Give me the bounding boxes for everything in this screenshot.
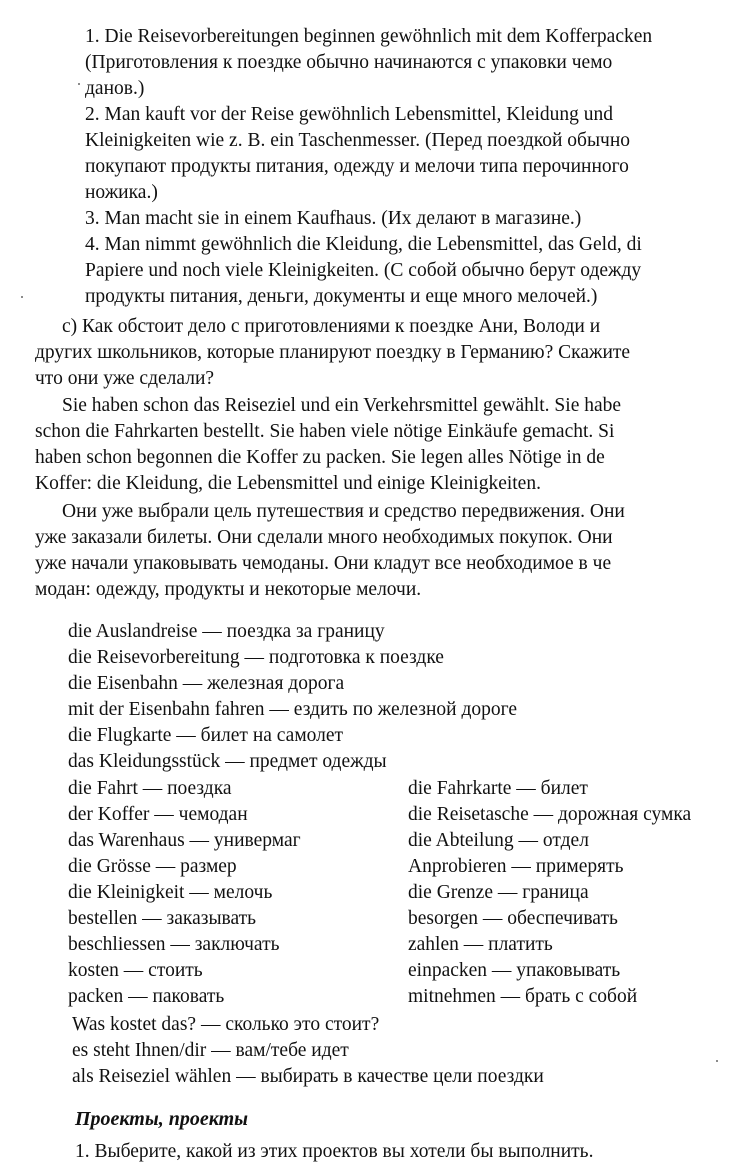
paragraph-line: уже начали упаковывать чемоданы. Они кладут все необходимое в че [35,553,612,574]
vocab-entry: das Kleidungsstück — предмет одежды [68,751,387,772]
vocab-entry: Anprobieren — примерять [408,856,624,877]
list-line: данов.) [85,78,145,99]
list-line: (Приготовления к поездке обычно начинаются с упаковки чемо [85,52,613,73]
list-line: продукты питания, деньги, документы и еще много мелочей.) [85,286,598,307]
list-line: покупают продукты питания, одежду и мелочи типа перочинного [85,156,629,177]
vocab-entry: die Fahrkarte — билет [408,778,588,799]
vocab-entry: die Eisenbahn — железная дорога [68,673,345,694]
vocab-entry: die Grenze — граница [408,882,589,903]
vocab-entry: bestellen — заказывать [68,908,257,929]
vocab-entry: zahlen — платить [408,934,553,955]
paragraph-line: haben schon begonnen die Koffer zu packen. Sie legen alles Nötige in de [35,447,605,468]
vocab-entry: die Grösse — размер [68,856,237,877]
paragraph-line: Они уже выбрали цель путешествия и средство передвижения. Они [62,501,625,522]
vocab-entry: als Reiseziel wählen — выбирать в качестве цели поездки [72,1066,544,1087]
scan-speck [716,1060,718,1062]
vocab-entry: es steht Ihnen/dir — вам/тебе идет [72,1040,349,1061]
vocab-entry: mitnehmen — брать с собой [408,986,638,1007]
vocab-entry: einpacken — упаковывать [408,960,621,981]
list-line: 4. Man nimmt gewöhnlich die Kleidung, die Lebensmittel, das Geld, di [85,234,642,255]
vocab-entry: das Warenhaus — универмаг [68,830,301,851]
question-line: других школьников, которые планируют поездку в Германию? Скажите [35,342,631,363]
vocab-entry: packen — паковать [68,986,225,1007]
vocab-entry: besorgen — обеспечивать [408,908,618,929]
vocab-entry: die Flugkarte — билет на самолет [68,725,344,746]
vocab-entry: die Auslandreise — поездка за границу [68,621,385,642]
vocab-entry: die Reisetasche — дорожная сумка [408,804,692,825]
scan-speck [78,83,80,85]
vocab-entry: kosten — стоить [68,960,203,981]
task-line: 1. Выберите, какой из этих проектов вы хотели бы выполнить. [75,1141,594,1162]
list-line: Kleinigkeiten wie z. B. ein Taschenmesser. (Перед поездкой обычно [85,130,631,151]
vocab-entry: mit der Eisenbahn fahren — ездить по железной дороге [68,699,518,720]
list-line: 1. Die Reisevorbereitungen beginnen gewöhnlich mit dem Kofferpacken [85,26,653,47]
question-line: c) Как обстоит дело с приготовлениями к поездке Ани, Володи и [62,316,601,337]
scan-speck [21,296,23,298]
list-line: Papiere und noch viele Kleinigkeiten. (С собой обычно берут одежду [85,260,642,281]
paragraph-line: schon die Fahrkarten bestellt. Sie haben viele nötige Einkäufe gemacht. Si [35,421,615,442]
paragraph-line: уже заказали билеты. Они сделали много необходимых покупок. Они [35,527,613,548]
question-line: что они уже сделали? [35,368,215,389]
vocab-entry: Was kostet das? — сколько это стоит? [72,1014,380,1035]
paragraph-line: Koffer: die Kleidung, die Lebensmittel und einige Kleinigkeiten. [35,473,541,494]
vocab-entry: der Koffer — чемодан [68,804,248,825]
vocab-entry: beschliessen — заключать [68,934,280,955]
paragraph-line: Sie haben schon das Reiseziel und ein Verkehrsmittel gewählt. Sie habe [62,395,622,416]
section-heading: Проекты, проекты [75,1108,249,1130]
list-line: 3. Man macht sie in einem Kaufhaus. (Их делают в магазине.) [85,208,582,229]
vocab-entry: die Fahrt — поездка [68,778,232,799]
vocab-entry: die Abteilung — отдел [408,830,589,851]
paragraph-line: модан: одежду, продукты и некоторые мелочи. [35,579,422,600]
vocab-entry: die Kleinigkeit — мелочь [68,882,273,903]
list-line: 2. Man kauft vor der Reise gewöhnlich Lebensmittel, Kleidung und [85,104,614,125]
list-line: ножика.) [85,182,158,203]
vocab-entry: die Reisevorbereitung — подготовка к поездке [68,647,444,668]
